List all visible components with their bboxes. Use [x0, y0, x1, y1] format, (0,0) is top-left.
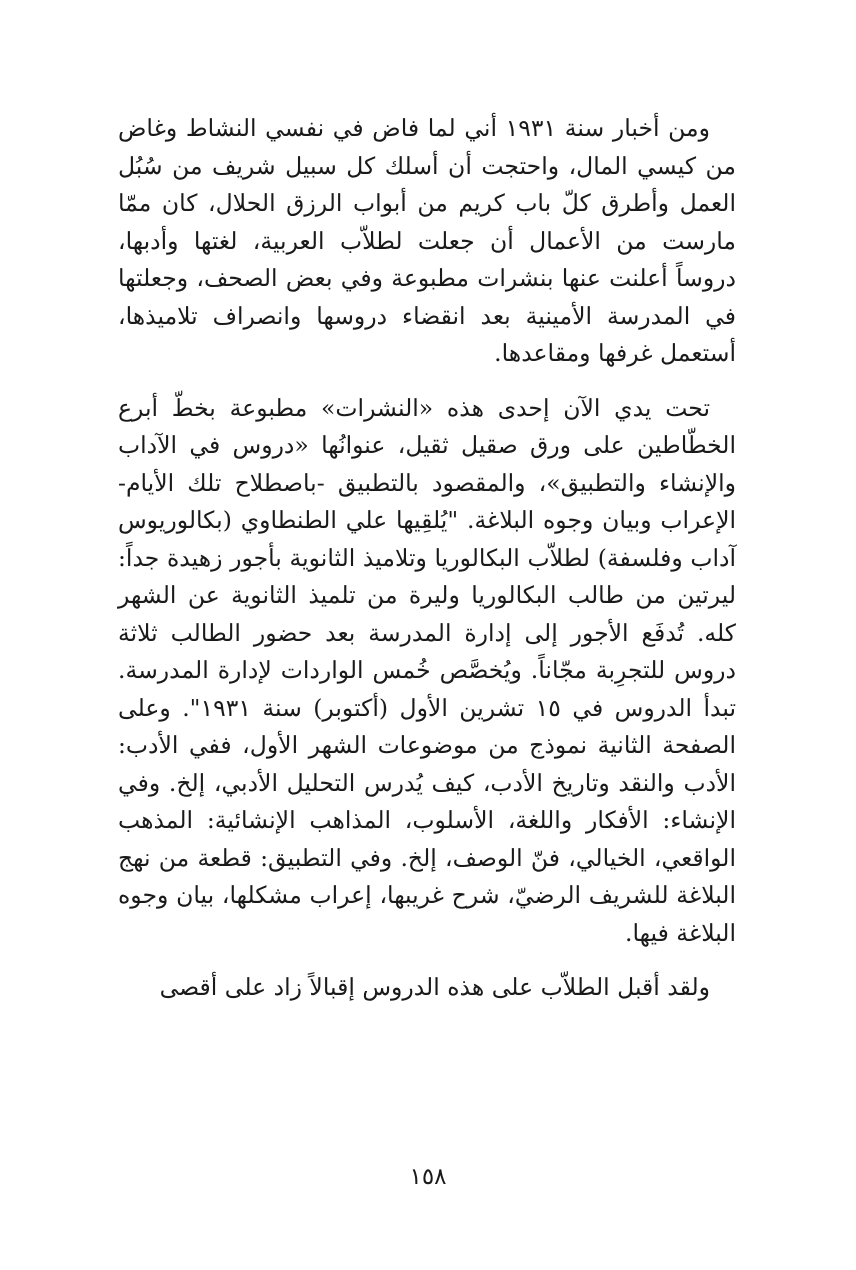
paragraph-leaflet-description: تحت يدي الآن إحدى هذه «النشرات» مطبوعة بخطّ أبرع الخطّاطين على ورق صقيل ثقيل، عنوانُها «دروس في الآداب والإنشاء والتطبيق»، والمقصود بالتطبيق -باصطلاح تلك الأيام- الإعراب وبيان وجوه البلاغة. "يُلقِيها علي الطنطاوي (بكالوريوس آداب وفلسفة) لطلاّب البكالوريا وتلاميذ الثانوية بأجور زهيدة جداً: ليرتين من طالب البكالوريا وليرة من تلميذ الثانوية عن الشهر كله. تُدفَع الأجور إلى إدارة المدرسة بعد حضور الطالب ثلاثة دروس للتجرِبة مجّاناً. ويُخصَّص خُمس الواردات لإدارة المدرسة. تبدأ الدروس في ١٥ تشرين الأول (أكتوبر) سنة ١٩٣١". وعلى الصفحة الثانية نموذج من موضوعات الشهر الأول، ففي الأدب: الأدب والنقد وتاريخ الأدب، كيف يُدرس التحليل الأدبي، إلخ. وفي الإنشاء: الأفكار واللغة، الأسلوب، المذاهب الإنشائية: المذهب الواقعي، الخيالي، فنّ الوصف، إلخ. وفي التطبيق: قطعة من نهج البلاغة للشريف الرضيّ، شرح غريبها، إعراب مشكلها، بيان وجوه البلاغة فيها.	[118, 393, 736, 947]
page-body	[118, 110, 736, 1007]
paragraph-students-response: ولقد أقبل الطلاّب على هذه الدروس إقبالاً زاد على أقصى	[159, 973, 710, 1001]
page-number: ١٥٨	[409, 1164, 447, 1190]
paragraph-1931-activities: ومن أخبار سنة ١٩٣١ أني لما فاض في نفسي النشاط وغاض من كيسي المال، واحتجت أن أسلك كل سبيل شريف من سُبُل العمل وأطرق كلّ باب كريم من أبواب الرزق الحلال، كان ممّا مارست من الأعمال أن جعلت لطلاّب العربية، لغتها وأدبها، دروساً أعلنت عنها بنشرات مطبوعة وفي بعض الصحف، وجعلتها في المدرسة الأمينية بعد انقضاء دروسها وانصراف تلاميذها، أستعمل غرفها ومقاعدها.	[118, 114, 736, 367]
